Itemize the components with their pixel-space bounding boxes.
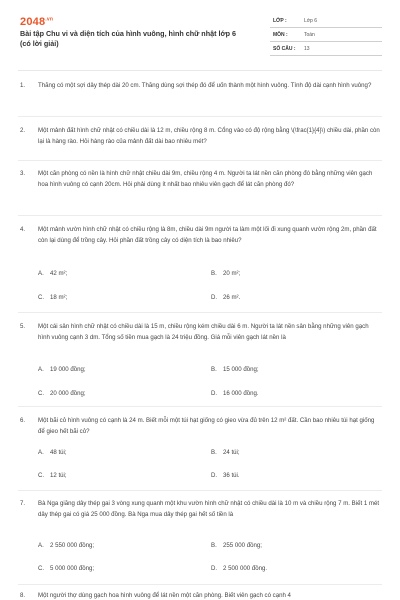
question-2 <box>20 125 382 147</box>
option-text: 42 m²; <box>50 270 68 277</box>
meta-key: LỚP : <box>273 18 287 24</box>
question-divider <box>18 490 382 491</box>
question-7 <box>20 498 382 520</box>
question-divider <box>18 406 382 407</box>
question-3 <box>20 168 382 190</box>
option-letter: A. <box>38 542 44 549</box>
question-text: Một cái sân hình chữ nhật có chiều dài là 15 m, chiều rộng kém chiều dài 6 m. Người ta lát nền sân bằng những viên gạch hình vuông cạnh 3 dm. Tổng số tiền mua gạch là 24 triệu đồng. Giá mỗi viên gạch lát nền là <box>38 323 369 342</box>
option-text: 16 000 đồng. <box>223 390 259 397</box>
question-number: 6. <box>20 417 26 424</box>
question-text: Bà Nga giăng dây thép gai 3 vòng xung quanh một khu vườn hình chữ nhật có chiều dài là 10 m và chiều rộng 7 m. Biết 1 mét dây thép gai có giá 25 000 đồng. Bà Nga mua dây thép gai hết số tiền là <box>38 500 380 519</box>
option-d[interactable] <box>211 294 240 301</box>
option-text: 19 000 đồng; <box>50 366 86 373</box>
option-b[interactable] <box>211 366 259 373</box>
option-c[interactable] <box>38 472 67 479</box>
option-letter: A. <box>38 366 44 373</box>
meta-value: Toán <box>304 32 315 38</box>
option-letter: C. <box>38 565 45 572</box>
option-b[interactable] <box>211 542 262 549</box>
question-number: 8. <box>20 592 26 599</box>
meta-value: Lớp 6 <box>304 18 318 24</box>
option-d[interactable] <box>211 472 240 479</box>
option-letter: B. <box>211 542 217 549</box>
question-text: Thăng có một sợi dây thép dài 20 cm. Thăng dùng sợi thép đó để uốn thành một hình vuông. Tính độ dài cạnh hình vuông? <box>38 82 372 89</box>
option-letter: C. <box>38 390 45 397</box>
question-1 <box>20 80 382 91</box>
option-letter: C. <box>38 472 45 479</box>
option-letter: B. <box>211 366 217 373</box>
option-letter: D. <box>211 390 218 397</box>
meta-key: MÔN : <box>273 32 288 38</box>
question-divider <box>18 584 382 585</box>
option-text: 15 000 đồng; <box>223 366 259 373</box>
option-letter: D. <box>211 472 218 479</box>
option-letter: D. <box>211 565 218 572</box>
question-number: 4. <box>20 226 26 233</box>
question-number: 3. <box>20 170 26 177</box>
question-text: Một người thợ dùng gạch hoa hình vuông để lát nền một căn phòng. Biết viên gạch có cạnh 4 <box>38 592 291 599</box>
logo-text: 2048 <box>20 16 46 28</box>
option-letter: A. <box>38 449 44 456</box>
option-b[interactable] <box>211 270 240 277</box>
option-text: 48 túi; <box>50 449 67 456</box>
option-letter: D. <box>211 294 218 301</box>
option-a[interactable] <box>38 449 67 456</box>
option-c[interactable] <box>38 565 94 572</box>
option-a[interactable] <box>38 366 86 373</box>
option-text: 5 000 000 đồng; <box>50 565 95 572</box>
question-5 <box>20 321 382 343</box>
option-letter: A. <box>38 270 44 277</box>
option-a[interactable] <box>38 270 67 277</box>
question-number: 7. <box>20 500 26 507</box>
question-divider <box>18 312 382 313</box>
option-text: 2 550 000 đồng; <box>50 542 95 549</box>
option-text: 20 000 đồng; <box>50 390 86 397</box>
option-b[interactable] <box>211 449 240 456</box>
question-text: Một căn phòng có nền là hình chữ nhật chiều dài 9m, chiều rộng 4 m. Người ta lát nền căn phòng đó bằng những viên gạch hoa hình vuông có cạnh 20cm. Hỏi phải dùng ít nhất bao nhiêu viên gạch để lát căn phòng đó? <box>38 170 373 189</box>
option-text: 18 m²; <box>50 294 68 301</box>
question-4 <box>20 224 382 246</box>
option-letter: B. <box>211 449 217 456</box>
document-title: Bài tập Chu vi và diện tích của hình vuông, hình chữ nhật lớp 6 (có lời giải) <box>20 29 236 48</box>
question-number: 2. <box>20 127 26 134</box>
question-text: Một mảnh vườn hình chữ nhật có chiều rộng là 8m, chiều dài 9m người ta làm một lối đi xung quanh vườn rộng 2m, phần đất còn lại dùng để trồng cây. Hỏi phần đất trồng cây có diện tích là bao nhiêu? <box>38 226 377 245</box>
option-text: 20 m²; <box>223 270 241 277</box>
question-divider <box>18 160 382 161</box>
option-letter: B. <box>211 270 217 277</box>
meta-key: SỐ CÂU : <box>273 46 296 52</box>
question-number: 5. <box>20 323 26 330</box>
option-c[interactable] <box>38 294 67 301</box>
option-text: 2 500 000 đồng. <box>223 565 268 572</box>
question-divider <box>18 116 382 117</box>
document-header <box>20 14 382 60</box>
option-text: 12 túi; <box>50 472 67 479</box>
question-text: Một bãi cỏ hình vuông có cạnh là 24 m. Biết mỗi một túi hạt giống có gieo vừa đủ trên 12 m² đất. Cần bao nhiêu túi hạt giống để gieo hết bãi cỏ? <box>38 417 375 436</box>
meta-row-class <box>270 14 382 28</box>
meta-row-count <box>270 42 382 56</box>
question-8 <box>20 590 382 600</box>
meta-value: 13 <box>304 46 310 52</box>
meta-table <box>270 14 382 56</box>
logo-suffix: .vn <box>45 16 54 23</box>
option-letter: C. <box>38 294 45 301</box>
question-6 <box>20 415 382 437</box>
header-divider <box>18 70 382 71</box>
option-d[interactable] <box>211 390 259 397</box>
option-a[interactable] <box>38 542 94 549</box>
option-text: 26 m². <box>223 294 241 301</box>
question-divider <box>18 215 382 216</box>
meta-row-subject <box>270 28 382 42</box>
option-c[interactable] <box>38 390 86 397</box>
option-text: 24 túi; <box>223 449 240 456</box>
question-text: Một mảnh đất hình chữ nhật có chiều dài là 12 m, chiều rộng 8 m. Cổng vào có độ rộng bằng \(\frac{1}{4}\) chiều dài, phần còn lại là hàng rào. Hỏi hàng rào của mảnh đất dài bao nhiêu mét? <box>38 127 380 146</box>
option-d[interactable] <box>211 565 267 572</box>
question-number: 1. <box>20 82 26 89</box>
option-text: 255 000 đồng; <box>223 542 262 549</box>
site-logo[interactable] <box>20 16 53 28</box>
option-text: 36 túi. <box>223 472 240 479</box>
